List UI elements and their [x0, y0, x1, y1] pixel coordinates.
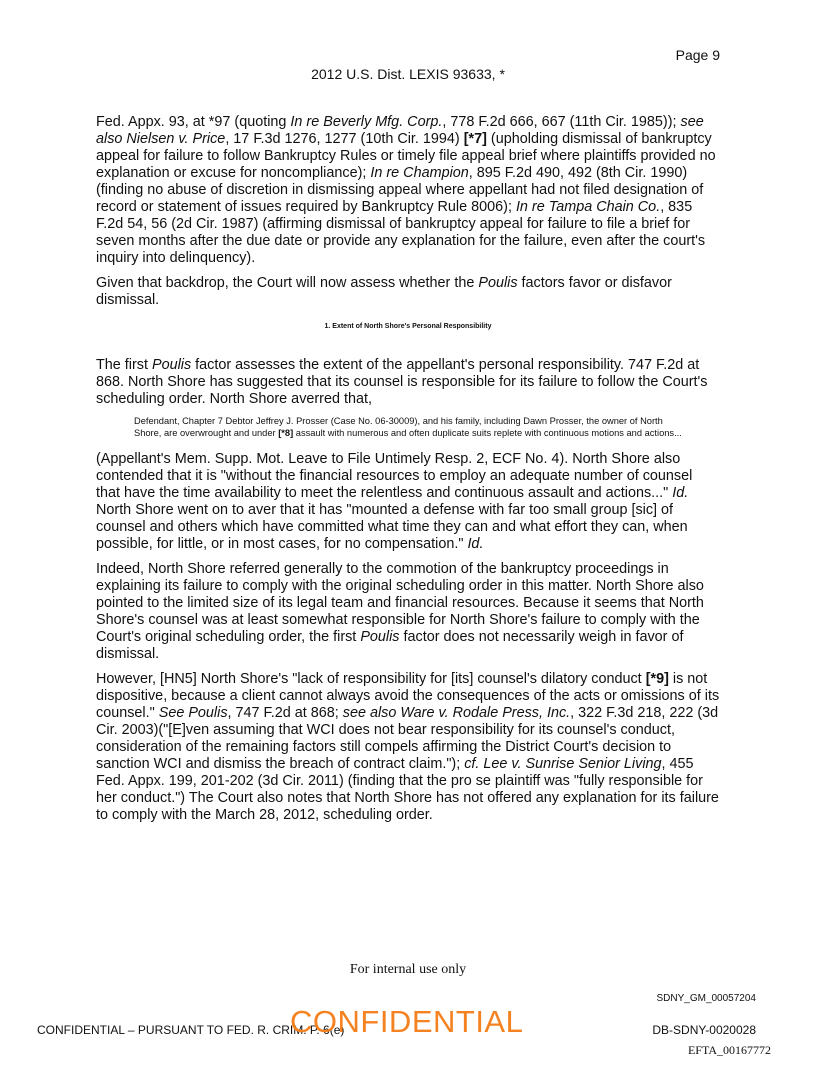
- case-citation: see also Nielsen v. Price: [96, 114, 704, 147]
- block-quote: [134, 416, 688, 439]
- text: Defendant, Chapter 7 Debtor Jeffrey J. Prosser (Case No. 06-30009), and his family, including Dawn Prosser, the owner of North Shore, are overwrought and under: [134, 416, 663, 438]
- text: Given that backdrop, the Court will now assess whether the: [96, 275, 479, 291]
- star-page-marker: [*8]: [278, 427, 294, 438]
- running-header-citation: 2012 U.S. Dist. LEXIS 93633, *: [311, 66, 505, 82]
- text: factor does not necessarily weigh in favor of dismissal.: [96, 629, 684, 662]
- paragraph-1: [96, 114, 720, 267]
- text: is not dispositive, because a client cannot always avoid the consequences of the acts or omissions of its counsel.": [96, 671, 720, 721]
- section-heading: 1. Extent of North Shore's Personal Responsibility: [324, 323, 492, 330]
- case-citation: In re Beverly Mfg. Corp.: [290, 114, 443, 130]
- star-page-marker: [*7]: [463, 131, 487, 147]
- bates-number-sdny: SDNY_GM_00057204: [656, 993, 756, 1004]
- text: Indeed, North Shore referred generally to the commotion of the bankruptcy proceedings in explaining its failure to comply with the original scheduling order in this matter. North Shore also pointed to the limited size of its legal team and financial resources. Because it seems that North Shore's counsel was at least somewhat responsible for North Shore's failure to comply with the Court's original scheduling order, the first: [96, 561, 704, 645]
- id-citation: Id.: [467, 536, 484, 552]
- paragraph-6: [96, 671, 720, 824]
- text: , 455 Fed. Appx. 199, 201-202 (3d Cir. 2011) (finding that the pro se plaintiff was "fully responsible for her conduct.") The Court also notes that North Shore has not offered any explanation for its failure to comply with the March 28, 2012, scheduling order.: [96, 756, 719, 823]
- text: (upholding dismissal of bankruptcy appeal for failure to follow Bankruptcy Rules or timely file appeal brief where plaintiffs provided no explanation or excuse for noncompliance);: [96, 131, 716, 181]
- text: However, [HN5] North Shore's "lack of responsibility for [its] counsel's dilatory conduct: [96, 671, 646, 687]
- page-number: Page 9: [675, 47, 720, 63]
- text: , 835 F.2d 54, 56 (2d Cir. 1987) (affirming dismissal of bankruptcy appeal for failure to file a brief for seven months after the due date or provide any explanation for the failure, even after the court's inquiry into delinquency).: [96, 199, 706, 266]
- text: The first: [96, 357, 152, 373]
- text: factor assesses the extent of the appellant's personal responsibility. 747 F.2d at 868. North Shore has suggested that its counsel is responsible for its failure to follow the Court's scheduling order. North Shore averred that,: [96, 357, 708, 407]
- text: , 895 F.2d 490, 492 (8th Cir. 1990) (finding no abuse of discretion in dismissing appeal where appellant had not filed designation of record or statement of issues required by Bankruptcy Rule 8006);: [96, 165, 704, 215]
- case-citation: See Poulis: [158, 705, 228, 721]
- paragraph-5: [96, 561, 720, 663]
- text: , 778 F.2d 666, 667 (11th Cir. 1985));: [442, 114, 681, 130]
- star-page-marker: [*9]: [645, 671, 669, 687]
- case-citation: see also Ware v. Rodale Press, Inc.: [342, 705, 571, 721]
- paragraph-4: [96, 451, 720, 553]
- confidential-stamp: CONFIDENTIAL: [290, 1004, 524, 1039]
- text: , 747 F.2d at 868;: [227, 705, 343, 721]
- case-citation: In re Tampa Chain Co.: [515, 199, 661, 215]
- text: , 17 F.3d 1276, 1277 (10th Cir. 1994): [225, 131, 464, 147]
- text: assault with numerous and often duplicate suits replete with continuous motions and actions...: [293, 427, 682, 438]
- case-citation: cf. Lee v. Sunrise Senior Living: [464, 756, 662, 772]
- paragraph-2: [96, 275, 720, 309]
- text: North Shore went on to aver that it has "mounted a defense with far too small group [sic] of counsel and others which have committed what time they can and what effort they can, when possible, for little, or in most cases, for no compensation.": [96, 502, 688, 552]
- case-name: Poulis: [360, 629, 400, 645]
- paragraph-3: [96, 357, 720, 408]
- text: , 322 F.3d 218, 222 (3d Cir. 2003)("[E]ven assuming that WCI does not bear responsibility for its counsel's conduct, consideration of the remaining factors still compels affirming the District Court's decision to sanction WCI and dismiss the breach of contract claim.");: [96, 705, 719, 772]
- text: Fed. Appx. 93, at *97 (quoting: [96, 114, 291, 130]
- bates-number-efta: EFTA_00167772: [687, 1043, 771, 1057]
- case-name: Poulis: [151, 357, 192, 373]
- confidential-notice: CONFIDENTIAL – PURSUANT TO FED. R. CRIM. P. 6(e): [37, 1023, 345, 1037]
- text: (Appellant's Mem. Supp. Mot. Leave to File Untimely Resp. 2, ECF No. 4). North Shore also contended that it is "without the financial resources to employ an adequate number of counsel that have the time availability to meet the relentless and continuous assault and actions...": [96, 451, 693, 501]
- text: factors favor or disfavor dismissal.: [96, 275, 672, 308]
- case-citation: In re Champion: [370, 165, 469, 181]
- bates-number-db: DB-SDNY-0020028: [652, 1023, 756, 1037]
- case-name: Poulis: [478, 275, 518, 291]
- internal-use-notice: For internal use only: [349, 962, 467, 977]
- id-citation: Id.: [672, 485, 689, 501]
- document-body: [96, 114, 720, 832]
